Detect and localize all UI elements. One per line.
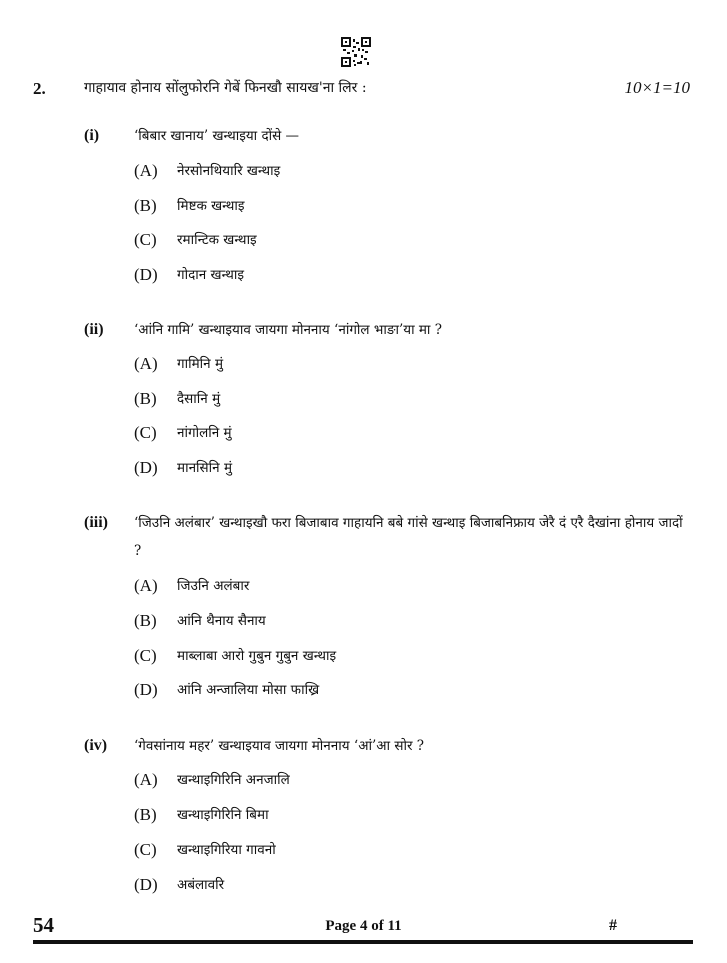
option-letter: (D) <box>134 265 158 284</box>
subquestion-label: (iii) <box>84 514 108 531</box>
subquestion-text: ‘आंनि गामि’ खन्थाइयाव जायगा मोननाय ‘नांगोल भाङा’या मा ? <box>134 322 442 338</box>
option-b <box>134 804 654 826</box>
subquestion-label: (i) <box>84 127 100 144</box>
option-letter: (D) <box>134 458 158 477</box>
subquestion-text: ‘बिबार खानाय’ खन्थाइया दोंसे — <box>134 128 300 144</box>
footer-hash: # <box>609 917 617 934</box>
option-b <box>134 195 654 217</box>
option-text: दैसानि मुं <box>177 391 221 407</box>
option-text: माब्लाबा आरो गुबुन गुबुन खन्थाइ <box>177 648 337 664</box>
question-marks: 10×1=10 <box>624 78 690 97</box>
option-c <box>134 229 654 251</box>
option-text: खन्थाइगिरिनि अनजालि <box>177 772 290 788</box>
option-d <box>134 679 654 701</box>
option-letter: (A) <box>134 576 158 595</box>
question-instruction: गाहायाव होनाय सोंलुफोरनि गेबें फिनखौ सायख'ना लिर : <box>84 80 367 96</box>
option-text: खन्थाइगिरिनि बिमा <box>177 807 269 823</box>
option-text: खन्थाइगिरिया गावनो <box>177 842 276 858</box>
option-text: मिष्टक खन्थाइ <box>177 198 245 214</box>
option-c <box>134 422 654 444</box>
subquestion-label: (ii) <box>84 321 104 338</box>
option-letter: (A) <box>134 354 158 373</box>
option-letter: (C) <box>134 646 157 665</box>
option-c <box>134 839 654 861</box>
option-letter: (C) <box>134 230 157 249</box>
option-d <box>134 457 654 479</box>
option-b <box>134 610 654 632</box>
option-d <box>134 874 654 896</box>
subquestion-text: ‘गेवसांनाय महर’ खन्थाइयाव जायगा मोननाय ‘आं’आ सोर ? <box>134 738 425 754</box>
option-text: गामिनि मुं <box>177 356 224 372</box>
option-letter: (C) <box>134 423 157 442</box>
option-text: रमान्टिक खन्थाइ <box>177 232 257 248</box>
option-letter: (B) <box>134 389 157 408</box>
option-letter: (B) <box>134 196 157 215</box>
option-text: नेरसोनथियारि खन्थाइ <box>177 163 281 179</box>
option-a <box>134 353 654 375</box>
option-text: आंनि थैनाय सैनाय <box>177 613 266 629</box>
option-text: गोदान खन्थाइ <box>177 267 244 283</box>
option-text: आंनि अन्जालिया मोसा फाख्रि <box>177 682 320 698</box>
option-b <box>134 388 654 410</box>
option-letter: (B) <box>134 805 157 824</box>
option-c <box>134 645 654 667</box>
option-text: अबंलावरि <box>177 877 225 893</box>
qr-code-icon <box>341 37 371 67</box>
page-number: Page 4 of 11 <box>325 918 402 934</box>
subquestion-text: ‘जिउनि अलंबार’ खन्थाइखौ फरा बिजाबाव गाहायनि बबे गांसे खन्थाइ बिजाबनिफ्राय जेरै दं एरै दैखांना होनाय जादों ? <box>134 515 683 559</box>
option-letter: (A) <box>134 161 158 180</box>
option-a <box>134 769 654 791</box>
option-letter: (D) <box>134 680 158 699</box>
option-text: मानसिनि मुं <box>177 460 233 476</box>
option-letter: (B) <box>134 611 157 630</box>
option-a <box>134 160 654 182</box>
footer-rule <box>33 940 693 944</box>
option-letter: (D) <box>134 875 158 894</box>
option-a <box>134 575 654 597</box>
option-text: जिउनि अलंबार <box>177 578 250 594</box>
option-letter: (C) <box>134 840 157 859</box>
question-number: 2. <box>33 79 46 98</box>
subquestion-label: (iv) <box>84 737 108 754</box>
option-letter: (A) <box>134 770 158 789</box>
option-text: नांगोलनि मुं <box>177 425 232 441</box>
option-d <box>134 264 654 286</box>
paper-code: 54 <box>33 913 54 937</box>
